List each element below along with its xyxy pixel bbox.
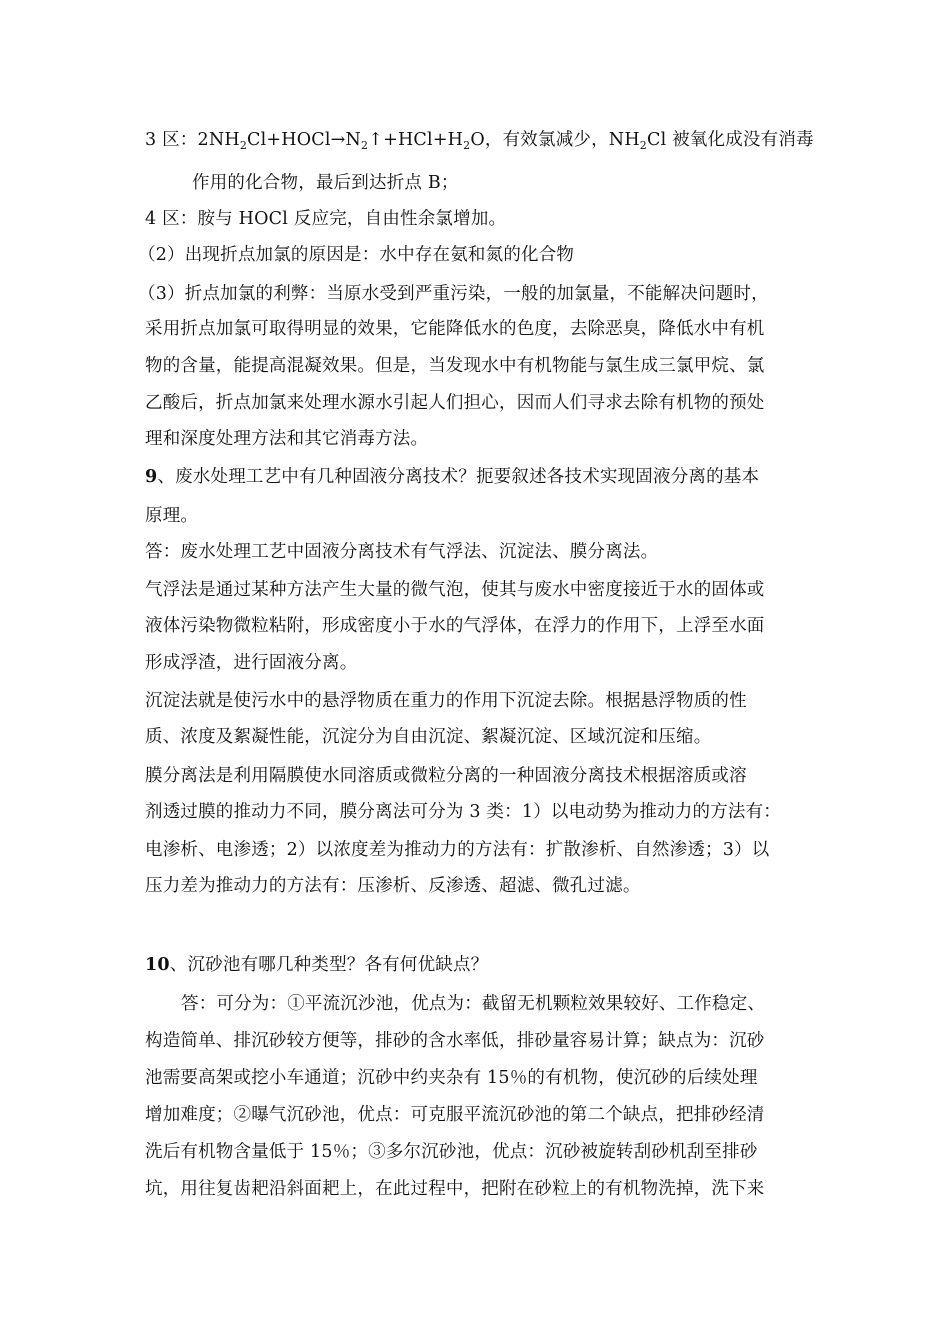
text-line: 膜分离法是利用隔膜使水同溶质或微粒分离的一种固液分离技术根据溶质或溶 (145, 766, 747, 786)
text-line: 洗后有机物含量低于 15％；③多尔沉砂池，优点：沉砂被旋转刮砂机刮至排砂 (145, 1142, 758, 1162)
text-line: 作用的化合物，最后到达折点 B； (192, 173, 459, 193)
text-line: 气浮法是通过某种方法产生大量的微气泡，使其与废水中密度接近于水的固体或 (145, 580, 765, 600)
text-line: 坑，用往复齿耙沿斜面耙上，在此过程中，把附在砂粒上的有机物洗掉，洗下来 (145, 1179, 765, 1199)
text-line: 电渗析、电渗透；2）以浓度差为推动力的方法有：扩散渗析、自然渗透；3）以 (145, 840, 770, 860)
text-line: 4 区：胺与 HOCl 反应完，自由性余氯增加。 (145, 209, 507, 229)
formula-line: 3 区：$2NH_2Cl+HOCl\to N_2↑+HCl+H_2O$，有效氯减少，$NH_2Cl$ 被氧化成没有消毒 (145, 130, 814, 152)
text-line: 池需要高架或挖小车通道；沉砂中约夹杂有 15％的有机物，使沉砂的后续处理 (145, 1068, 758, 1088)
answer-line: 答：可分为：①平流沉沙池，优点为：截留无机颗粒效果较好、工作稳定、 (181, 994, 766, 1014)
question-heading: 10、沉砂池有哪几种类型？各有何优缺点？ (145, 955, 489, 975)
text-line: 增加难度；②曝气沉砂池，优点：可克服平流沉砂池的第二个缺点，把排砂经清 (145, 1105, 765, 1125)
text-line: 物的含量，能提高混凝效果。但是，当发现水中有机物能与氯生成三氯甲烷、氯 (145, 356, 765, 376)
text-line: 乙酸后，折点加氯来处理水源水引起人们担心，因而人们寻求去除有机物的预处 (145, 393, 765, 413)
text-line: （2）出现折点加氯的原因是：水中存在氨和氮的化合物 (138, 245, 575, 265)
text-line: 形成浮渣，进行固液分离。 (145, 653, 358, 673)
text-line: （3）折点加氯的利弊：当原水受到严重污染，一般的加氯量，不能解决问题时， (138, 284, 769, 304)
text-line: 沉淀法就是使污水中的悬浮物质在重力的作用下沉淀去除。根据悬浮物质的性 (145, 691, 747, 711)
text-line: 构造简单、排沉砂较方便等，排砂的含水率低，排砂量容易计算；缺点为：沉砂 (145, 1031, 765, 1051)
text-line: 剂透过膜的推动力不同，膜分离法可分为 3 类：1）以电动势为推动力的方法有： (145, 802, 781, 822)
text-line: 原理。 (145, 506, 199, 526)
text-line: 压力差为推动力的方法有：压渗析、反渗透、超滤、微孔过滤。 (145, 876, 641, 896)
text-line: 质、浓度及絮凝性能，沉淀分为自由沉淀、絮凝沉淀、区域沉淀和压缩。 (145, 727, 712, 747)
text-line: 理和深度处理方法和其它消毒方法。 (145, 429, 429, 449)
text-line: 采用折点加氯可取得明显的效果，它能降低水的色度，去除恶臭，降低水中有机 (145, 319, 765, 339)
answer-line: 答：废水处理工艺中固液分离技术有气浮法、沉淀法、膜分离法。 (145, 542, 659, 562)
text-line: 液体污染物微粒粘附，形成密度小于水的气浮体，在浮力的作用下，上浮至水面 (145, 616, 765, 636)
question-heading: 9、废水处理工艺中有几种固液分离技术？扼要叙述各技术实现固液分离的基本 (145, 467, 760, 487)
